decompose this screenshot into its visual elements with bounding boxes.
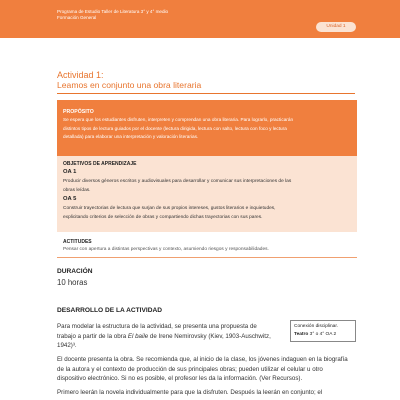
text-run: de Irene Nemirovsky (Kiev, 1903-Auschwitz, [148, 332, 271, 340]
oa5-line: Construir trayectorias de lectura que surjan de sus propios intereses, gustos literarios e inquietudes, [63, 206, 276, 211]
duration-value: 10 horas [57, 278, 88, 287]
paragraph-line: dispositivo electrónico. Si no es posible, el profesor les da la información. (Ver Recursos). [57, 375, 303, 382]
connection-oa: 3° o 4° OA 2 [308, 332, 337, 337]
paragraph-line [57, 332, 271, 342]
header-band [0, 0, 400, 38]
paragraph-line: 1942)³. [57, 342, 77, 349]
connection-box [290, 320, 356, 342]
purpose-line: detallada) para elaborar una interpretación y valoración literarias. [63, 134, 199, 139]
objectives-heading: OBJETIVOS DE APRENDIZAJE [63, 161, 137, 167]
connection-detail [294, 331, 352, 339]
duration-heading: DURACIÓN [57, 268, 93, 275]
purpose-line: Se espera que los estudiantes disfruten, interpreten y comprendan una obra literaria. Para lograrlo, practicarán [63, 117, 294, 122]
attitudes-heading: ACTITUDES [63, 239, 92, 245]
purpose-box [57, 100, 357, 156]
oa1-line: Producir diversos géneros escritos y audiovisuales para desarrollar y comunicar sus interpretaciones de las [63, 179, 292, 184]
connection-subject: Teatro [294, 332, 309, 337]
paragraph-line: Para modelar la estructura de la actividad, se presenta una propuesta de [57, 323, 257, 330]
attitudes-box [57, 232, 357, 258]
connection-label: Conexión disciplinar. [294, 324, 338, 329]
paragraph-line: El docente presenta la obra. Se recomienda que, al inicio de la clase, los jóvenes indaguen en la biografía [57, 356, 348, 363]
purpose-heading: PROPÓSITO [63, 109, 94, 115]
oa1-line: obras leídas. [63, 188, 91, 193]
book-title: El baile [127, 332, 149, 340]
title-divider [57, 93, 355, 94]
attitudes-text: Pensar con apertura a distintas perspectivas y contexto, asumiendo riesgos y responsabilidades. [63, 247, 269, 252]
development-heading: DESARROLLO DE LA ACTIVIDAD [57, 307, 163, 314]
oa1-label: OA 1 [63, 169, 77, 175]
text-run: trabajo a partir de la obra [57, 332, 128, 340]
paragraph-line: Primero leerán la novela individualmente para que la disfruten. Después la leerán en conjunto; el [57, 389, 323, 396]
unit-badge: Unidad 1 [316, 22, 356, 32]
program-subtitle: Formación General [57, 15, 97, 20]
program-title: Programa de Estudio Taller de Literatura 3° y 4° medio [57, 9, 169, 14]
oa5-line: explicitando criterios de selección de obras y compartiendo dichas trayectorias con sus pares. [63, 215, 263, 220]
activity-title: Leamos en conjunto una obra literaria [57, 80, 202, 90]
activity-number: Actividad 1: [57, 70, 104, 80]
purpose-line: distintos tipos de lectura guiados por el docente (lectura dirigida, lectura con salto, lectura con foco y lectura [63, 125, 287, 131]
oa5-label: OA 5 [63, 196, 77, 202]
paragraph-line: de la autora y el contexto de producción de sus principales obras; pueden utilizar el celular u otro [57, 365, 323, 373]
objectives-box [57, 156, 357, 232]
